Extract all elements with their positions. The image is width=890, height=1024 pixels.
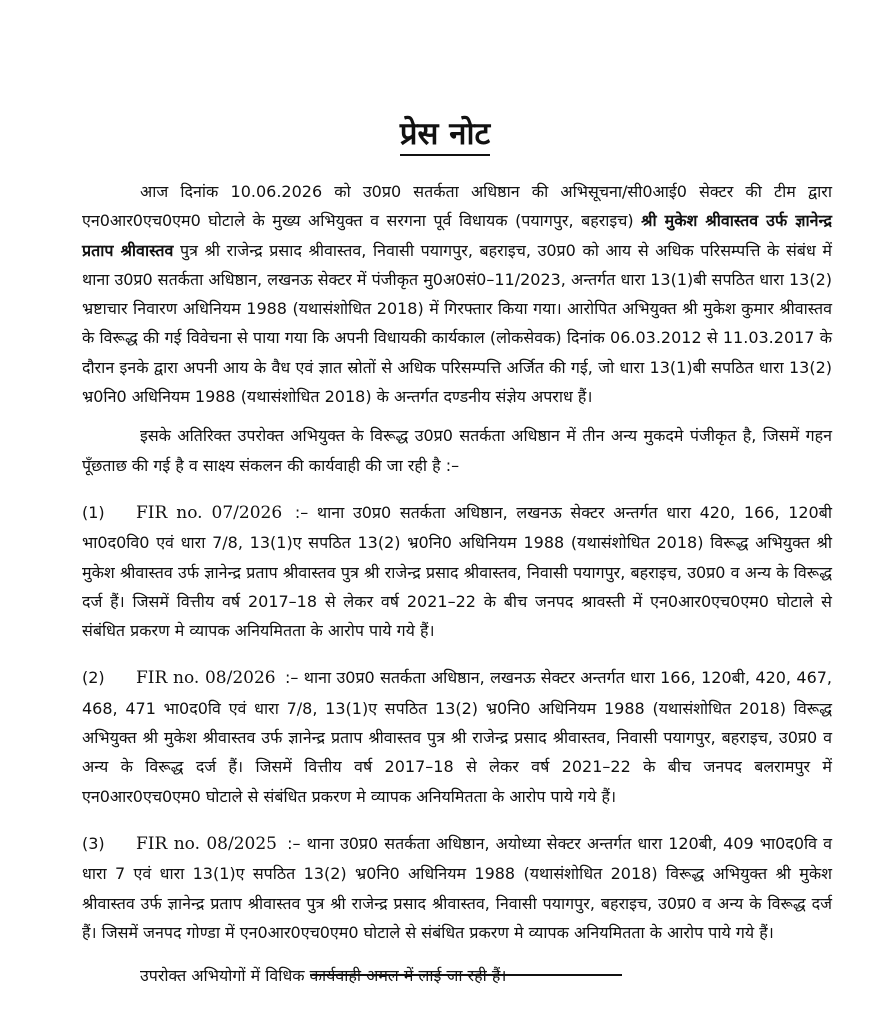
fir-item bbox=[82, 663, 832, 810]
fir-number: (1) bbox=[82, 502, 105, 522]
fir-id: FIR no. 08/2026 bbox=[136, 668, 276, 689]
fir-text: :– थाना उ0प्र0 सतर्कता अधिष्ठान, लखनऊ सेक्टर अन्तर्गत धारा 166, 120बी, 420, 467, 468, 471 भा0द0वि एवं धारा 7/8, 13(1)ए सपठित 13(2) भ्र0नि0 अधिनियम 1988 (यथासंशोधित 2018) विरूद्ध अभियुक्त श्री मुकेश श्रीवास्तव उर्फ ज्ञानेन्द्र प्रताप श्रीवास्तव पुत्र श्री राजेन्द्र प्रसाद श्रीवास्तव, निवासी पयागपुर, बहराइच, उ0प्र0 व अन्य के विरूद्ध दर्ज हैं। जिसमें वित्तीय वर्ष 2017–18 से लेकर वर्ष 2021–22 के बीच जनपद बलरामपुर में एन0आर0एच0एम0 घोटाले से संबंधित प्रकरण मे व्यापक अनियमितता के आरोप पाये गये हैं। bbox=[82, 668, 833, 806]
signature-line bbox=[310, 974, 622, 976]
fir-text: :– थाना उ0प्र0 सतर्कता अधिष्ठान, लखनऊ सेक्टर अन्तर्गत धारा 420, 166, 120बी भा0द0वि0 एवं धारा 7/8, 13(1)ए सपठित 13(2) भ्र0नि0 अधिनियम 1988 (यथासंशोधित 2018) विरूद्ध अभियुक्त श्री मुकेश श्रीवास्तव उर्फ ज्ञानेन्द्र प्रताप श्रीवास्तव पुत्र श्री राजेन्द्र प्रसाद श्रीवास्तव, निवासी पयागपुर, बहराइच, उ0प्र0 व अन्य के विरूद्ध दर्ज हैं। जिसमें वित्तीय वर्ष 2017–18 से लेकर वर्ष 2021–22 के बीच जनपद श्रावस्ती में एन0आर0एच0एम0 घोटाले से संबंधित प्रकरण मे व्यापक अनियमितता के आरोप पाये गये हैं। bbox=[82, 502, 833, 641]
fir-item bbox=[82, 829, 832, 947]
fir-text: :– थाना उ0प्र0 सतर्कता अधिष्ठान, अयोध्या सेक्टर अन्तर्गत धारा 120बी, 409 भा0द0वि व धारा 7 एवं धारा 13(1)ए सपठित 13(2) भ्र0नि0 अधिनियम 1988 (यथासंशोधित 2018) विरूद्ध अभियुक्त श्री मुकेश श्रीवास्तव उर्फ ज्ञानेन्द्र प्रताप श्रीवास्तव पुत्र श्री राजेन्द्र प्रसाद श्रीवास्तव, निवासी पयागपुर, बहराइच, उ0प्र0 व अन्य के विरूद्ध दर्ज हैं। जिसमें जनपद गोण्डा में एन0आर0एच0एम0 घोटाले से संबंधित प्रकरण मे व्यापक अनियमितता के आरोप पाये गये हैं। bbox=[82, 833, 833, 942]
fir-number: (2) bbox=[82, 668, 105, 688]
fir-id: FIR no. 07/2026 bbox=[136, 502, 283, 523]
page-title bbox=[0, 112, 890, 154]
title-text: प्रेस नोट bbox=[400, 116, 490, 156]
accused-name: श्री मुकेश श्रीवास्तव उर्फ ज्ञानेन्द्र प्रताप श्रीवास्तव bbox=[82, 211, 832, 260]
intro-paragraph bbox=[82, 177, 832, 411]
document-body bbox=[82, 177, 832, 990]
fir-item bbox=[82, 498, 832, 645]
fir-id: FIR no. 08/2025 bbox=[136, 833, 277, 854]
intro-text-1: आज दिनांक 10.06.2026 को उ0प्र0 सतर्कता अधिष्ठान की अभिसूचना/सी0आई0 सेक्टर की टीम द्वारा एन0आर0एच0एम0 घोटाले के मुख्य अभियुक्त व सरगना पूर्व विधायक (पयागपुर, बहराइच) bbox=[82, 182, 832, 231]
closing-paragraph: उपरोक्त अभियोगों में विधिक कार्यवाही अमल में लाई जा रही हैं। bbox=[140, 966, 507, 986]
cases-intro-paragraph: इसके अतिरिक्त उपरोक्त अभियुक्त के विरूद्ध उ0प्र0 सतर्कता अधिष्ठान में तीन अन्य मुकदमे पंजीकृत है, जिसमें गहन पूँछताछ की गई है व साक्ष्य संकलन की कार्यवाही की जा रही है :– bbox=[82, 426, 832, 475]
fir-number: (3) bbox=[82, 833, 105, 853]
intro-text-2: पुत्र श्री राजेन्द्र प्रसाद श्रीवास्तव, निवासी पयागपुर, बहराइच, उ0प्र0 को आय से अधिक परिसम्पत्ति के संबंध में थाना उ0प्र0 सतर्कता अधिष्ठान, लखनऊ सेक्टर में पंजीकृत मु0अ0सं0–11/2023, अन्तर्गत धारा 13(1)बी सपठित धारा 13(2) भ्रष्टाचार निवारण अधिनियम 1988 (यथासंशोधित 2018) में गिरफ्तार किया गया। आरोपित अभियुक्त श्री मुकेश कुमार श्रीवास्तव के विरूद्ध की गई विवेचना से पाया गया कि अपनी विधायकी कार्यकाल (लोकसेवक) दिनांक 06.03.2012 से 11.03.2017 के दौरान इनके द्वारा अपनी आय के वैध एवं ज्ञात स्रोतों से अधिक परिसम्पत्ति अर्जित की गई, जो धारा 13(1)बी सपठित धारा 13(2) भ्र0नि0 अधिनियम 1988 (यथासंशोधित 2018) के अन्तर्गत दण्डनीय संज्ञेय अपराध हैं। bbox=[82, 240, 832, 407]
